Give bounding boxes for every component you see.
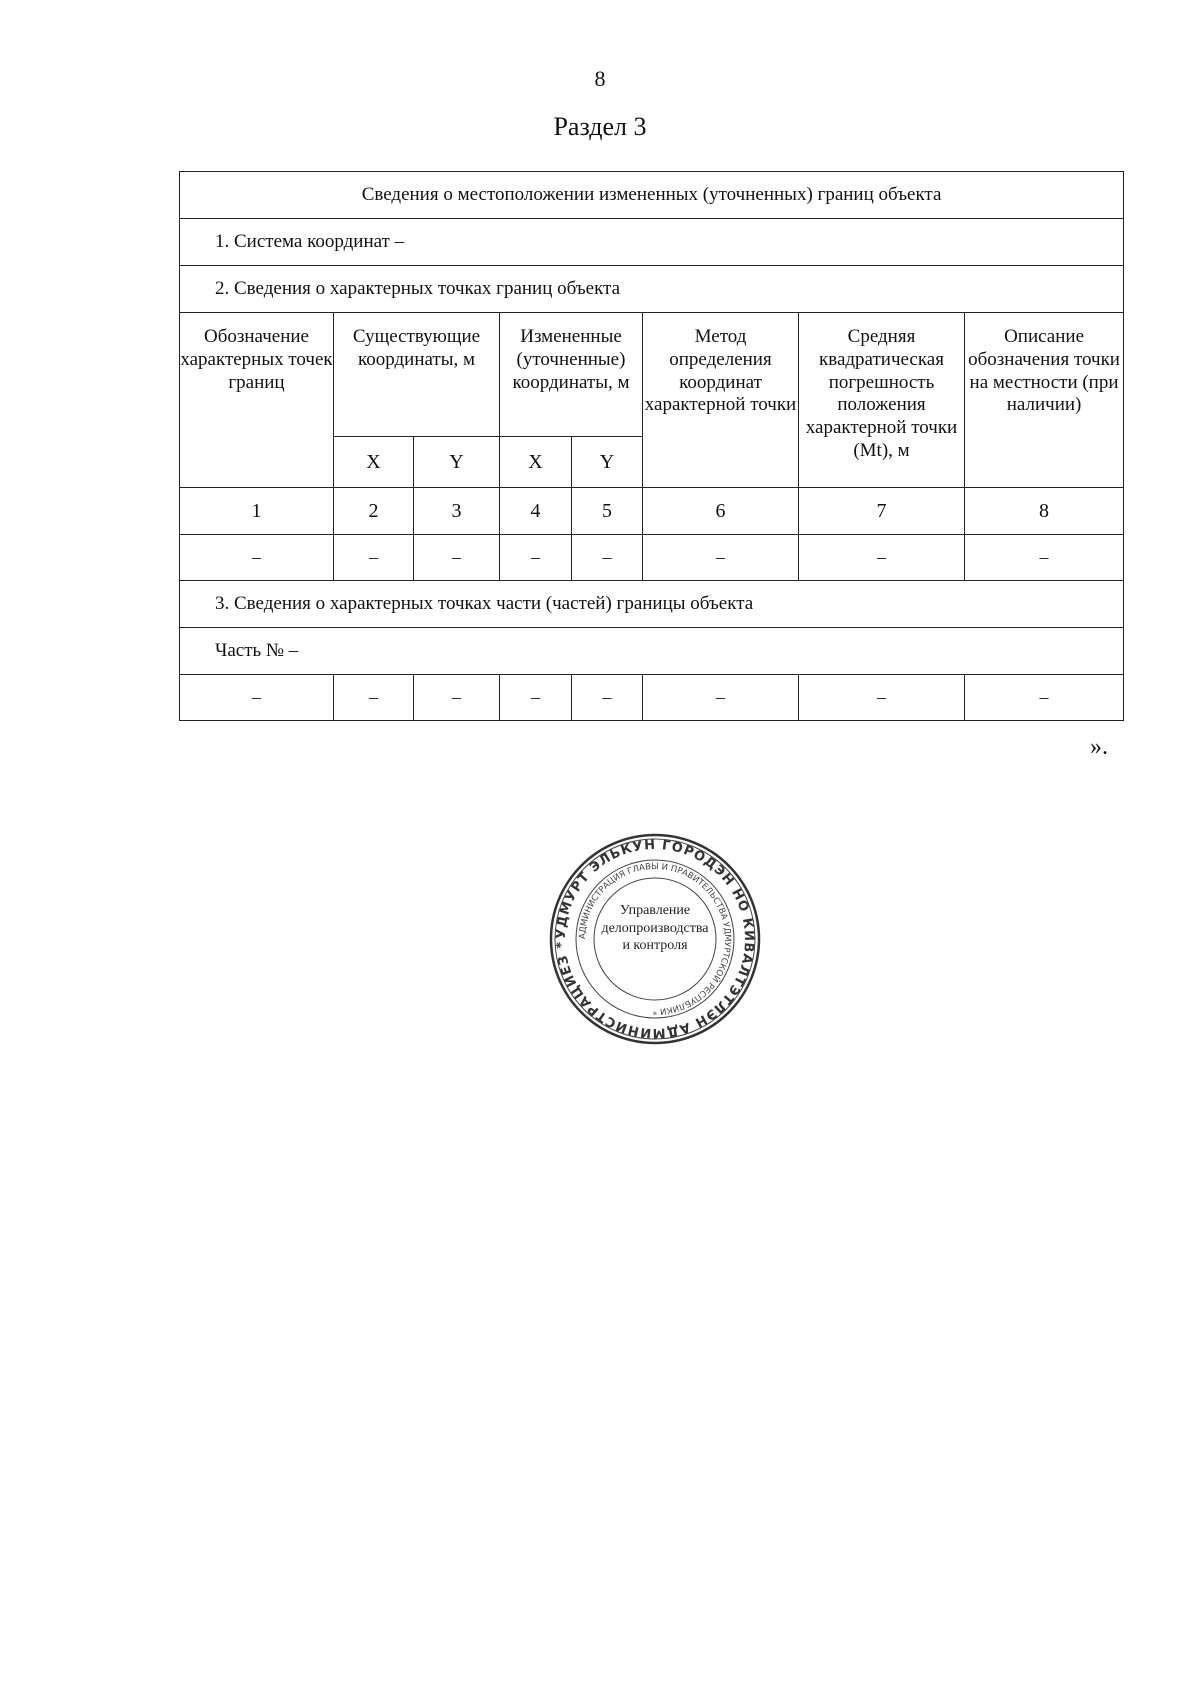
stamp-center-line: делопроизводства (601, 920, 709, 936)
stamp-center-line: и контроля (622, 938, 688, 953)
header-existing-x: X (334, 437, 414, 488)
boundary-table (179, 171, 1124, 721)
part-number-row: Часть № – (180, 628, 1124, 675)
official-stamp (548, 832, 762, 1046)
column-number: 2 (334, 488, 414, 535)
column-number: 3 (414, 488, 500, 535)
boundary-points-row: 2. Сведения о характерных точках границ объекта (180, 266, 1124, 313)
empty-cell: – (643, 535, 799, 581)
coordinate-system-row: 1. Система координат – (180, 219, 1124, 266)
empty-cell: – (500, 535, 572, 581)
empty-cell: – (180, 675, 334, 721)
table-row (180, 535, 1124, 581)
column-number-row (180, 488, 1124, 535)
stamp-center-text (598, 902, 712, 955)
column-number: 8 (965, 488, 1124, 535)
table-title: Сведения о местоположении измененных (уточненных) границ объекта (180, 172, 1124, 219)
empty-cell: – (643, 675, 799, 721)
header-method: Метод определения координат характерной точки (643, 313, 799, 488)
empty-cell: – (799, 675, 965, 721)
header-changed-y: Y (572, 437, 643, 488)
empty-cell: – (965, 535, 1124, 581)
column-number: 5 (572, 488, 643, 535)
header-existing-coords: Существующие координаты, м (334, 313, 500, 437)
empty-cell: – (180, 535, 334, 581)
empty-cell: – (414, 675, 500, 721)
part-points-row: 3. Сведения о характерных точках части (частей) границы объекта (180, 581, 1124, 628)
header-error: Средняя квадратическая погрешность положения характерной точки (Mt), м (799, 313, 965, 488)
empty-cell: – (334, 535, 414, 581)
table-row (180, 675, 1124, 721)
empty-cell: – (965, 675, 1124, 721)
column-number: 4 (500, 488, 572, 535)
column-number: 7 (799, 488, 965, 535)
header-designation: Обозначение характерных точек границ (180, 313, 334, 488)
header-description: Описание обозначения точки на местности (при наличии) (965, 313, 1124, 488)
header-existing-y: Y (414, 437, 500, 488)
header-changed-x: X (500, 437, 572, 488)
empty-cell: – (572, 675, 643, 721)
header-changed-coords: Измененные (уточненные) координаты, м (500, 313, 643, 437)
empty-cell: – (572, 535, 643, 581)
page-number: 8 (594, 66, 606, 91)
section-title: Раздел 3 (553, 112, 647, 141)
stamp-outer-text: УДМУРТ ЭЛЬКУН ГОРОДЭН НО КИВАЛТЭТЛЭН АДМИНИСТРАЦИЕЗ * (553, 837, 757, 1041)
empty-cell: – (334, 675, 414, 721)
stamp-center-line: Управление (619, 903, 691, 918)
column-number: 1 (180, 488, 334, 535)
stamp-inner-text: АДМИНИСТРАЦИЯ ГЛАВЫ И ПРАВИТЕЛЬСТВА УДМУРТСКОЙ РЕСПУБЛИКИ * (577, 861, 733, 1017)
empty-cell: – (414, 535, 500, 581)
empty-cell: – (799, 535, 965, 581)
empty-cell: – (500, 675, 572, 721)
column-number: 6 (643, 488, 799, 535)
closing-quote: ». (1090, 734, 1108, 760)
